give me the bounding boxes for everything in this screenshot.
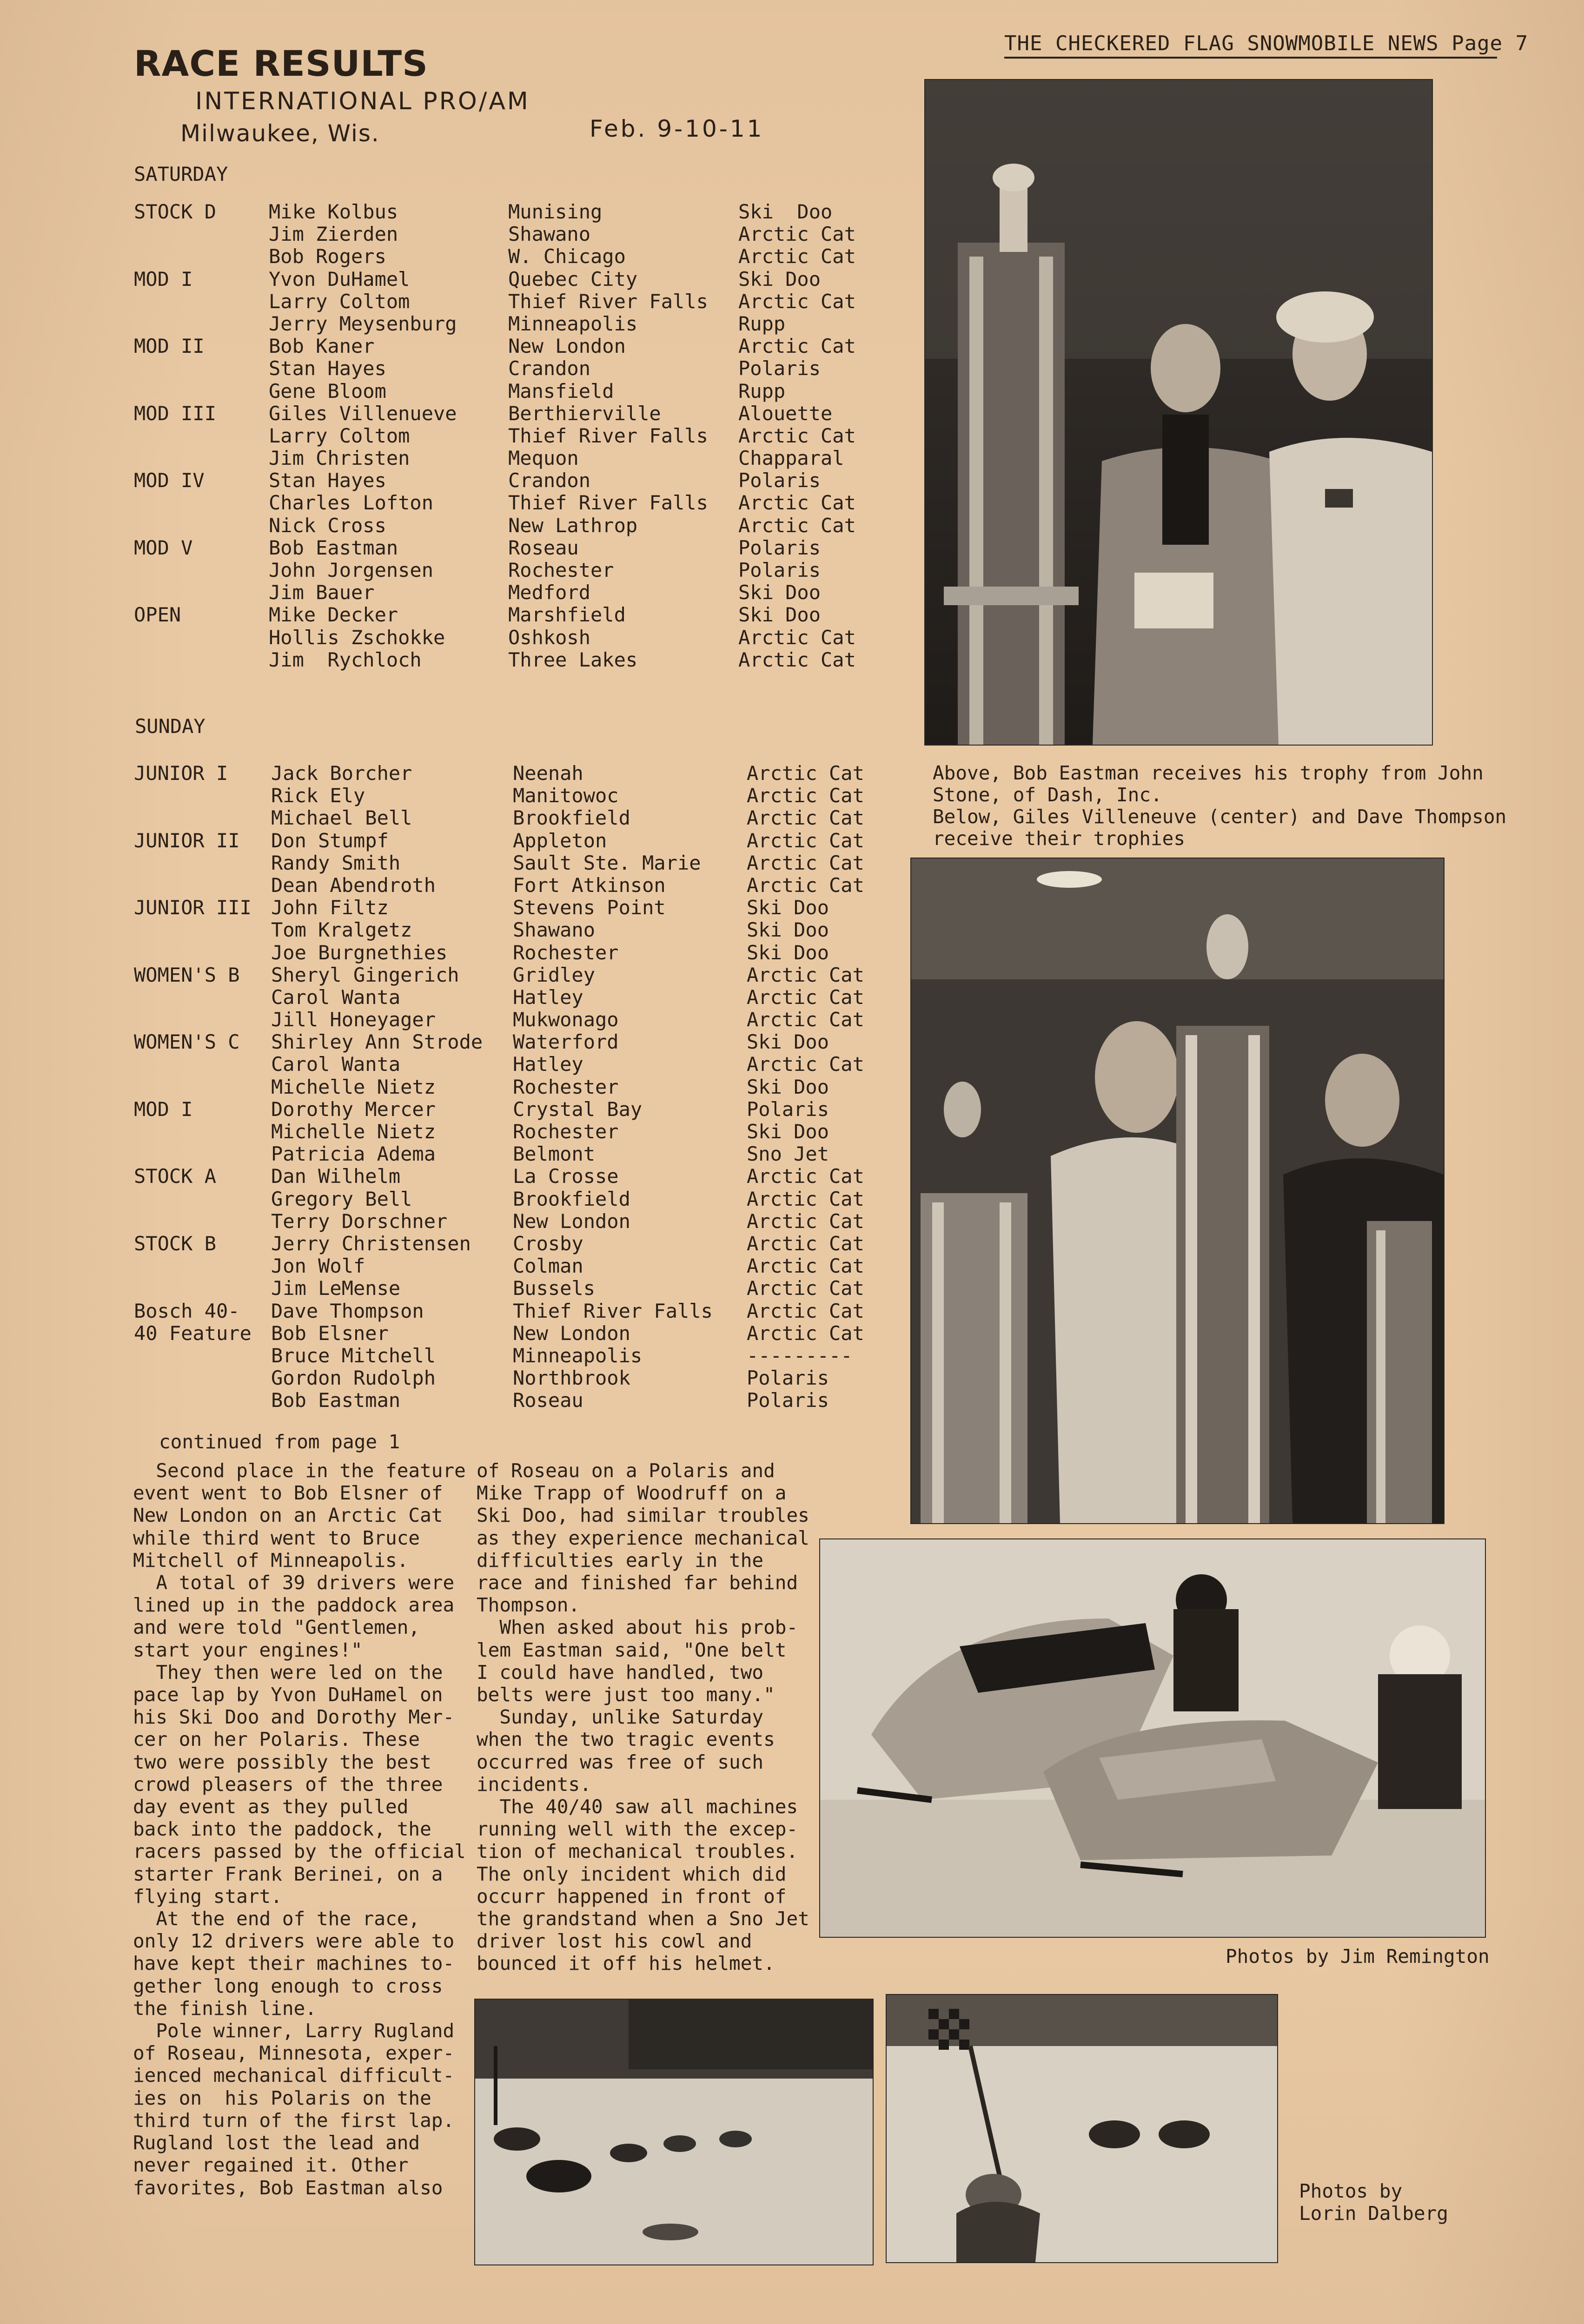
- result-row: [134, 1233, 878, 1255]
- sunday-heading: SUNDAY: [135, 715, 205, 738]
- result-city: Northbrook: [513, 1367, 630, 1390]
- result-driver: Joe Burgnethies: [271, 941, 448, 964]
- result-make: Polaris: [738, 536, 821, 559]
- result-make: Arctic Cat: [747, 1254, 864, 1278]
- result-city: Berthierville: [508, 402, 661, 425]
- result-make: Chapparal: [738, 447, 844, 470]
- result-row: [134, 357, 878, 380]
- result-row: [134, 1322, 878, 1345]
- result-class: WOMEN'S B: [134, 963, 240, 986]
- result-make: Ski Doo: [747, 918, 829, 942]
- result-city: Medford: [508, 581, 591, 604]
- result-driver: Michael Bell: [271, 806, 412, 830]
- event-place: Milwaukee, Wis.: [180, 120, 380, 147]
- sunday-results-table: [134, 762, 878, 1412]
- result-make: Sno Jet: [747, 1142, 829, 1166]
- result-row: [134, 1121, 878, 1143]
- result-make: Arctic Cat: [747, 1187, 864, 1210]
- result-city: Bussels: [513, 1277, 596, 1300]
- result-city: Waterford: [513, 1030, 619, 1054]
- result-class: STOCK D: [134, 200, 217, 223]
- result-row: [134, 919, 878, 941]
- photo-trophy-presentation: [924, 79, 1433, 746]
- result-city: Belmont: [513, 1142, 596, 1166]
- result-make: Arctic Cat: [747, 963, 864, 986]
- result-city: Munising: [508, 200, 603, 223]
- result-row: [134, 201, 878, 223]
- result-city: Mansfield: [508, 379, 614, 403]
- result-driver: Larry Coltom: [269, 424, 410, 447]
- result-class: STOCK A: [134, 1165, 217, 1188]
- photo-trophy-winners: [910, 858, 1445, 1524]
- article-column-2: of Roseau on a Polaris and Mike Trapp of Woodruff on a Ski Doo, had similar troubles as they experience mechanical difficulties early in the race and finished far behind Thompson. When asked about his prob- lem Eastman said, "One belt I could have handled, two belts were just too many." Sunday, unlike Saturday when the two tragic events occurred was free of such incidents. The 40/40 saw all machines running well with the excep- tion of mechanical troubles. The only incident which did occurr happened in front of the grandstand when a Sno Jet driver lost his cowl and bounced it off his helmet.: [477, 1459, 809, 1975]
- result-make: Ski Doo: [738, 267, 821, 290]
- result-city: Colman: [513, 1254, 583, 1278]
- result-row: [134, 852, 878, 874]
- result-class: OPEN: [134, 603, 181, 627]
- result-driver: Jill Honeyager: [271, 1008, 436, 1031]
- result-city: Fort Atkinson: [513, 873, 666, 897]
- result-make: Arctic Cat: [738, 424, 856, 447]
- result-city: Hatley: [513, 1053, 583, 1076]
- result-city: Rochester: [513, 1075, 619, 1098]
- result-driver: Bob Rogers: [269, 245, 386, 268]
- result-make: Polaris: [747, 1389, 829, 1412]
- result-class: MOD I: [134, 1097, 193, 1121]
- result-city: Thief River Falls: [508, 290, 708, 313]
- result-city: Mukwonago: [513, 1008, 619, 1031]
- result-row: [134, 1389, 878, 1412]
- result-row: [134, 290, 878, 313]
- result-row: [134, 559, 878, 581]
- result-class: MOD III: [134, 402, 217, 425]
- result-row: [134, 649, 878, 671]
- result-make: Polaris: [738, 357, 821, 380]
- result-driver: Larry Coltom: [269, 290, 410, 313]
- result-city: Thief River Falls: [513, 1299, 713, 1322]
- page-header: THE CHECKERED FLAG SNOWMOBILE NEWS Page 7: [1004, 32, 1529, 55]
- result-make: Arctic Cat: [747, 784, 864, 807]
- result-city: Marshfield: [508, 603, 626, 627]
- result-city: Sault Ste. Marie: [513, 851, 701, 874]
- photo-credit-dalberg: Photos by Lorin Dalberg: [1299, 2180, 1448, 2225]
- result-row: [134, 1143, 878, 1165]
- result-city: Roseau: [508, 536, 579, 559]
- result-city: Minneapolis: [513, 1344, 643, 1367]
- result-driver: Giles Villenueve: [269, 402, 457, 425]
- result-city: Minneapolis: [508, 312, 638, 335]
- result-city: Quebec City: [508, 267, 638, 290]
- result-make: Polaris: [738, 469, 821, 492]
- result-row: [134, 447, 878, 469]
- result-class: STOCK B: [134, 1232, 217, 1255]
- result-make: Arctic Cat: [747, 762, 864, 785]
- result-row: [134, 403, 878, 425]
- result-class: JUNIOR III: [134, 896, 252, 919]
- result-row: [134, 1098, 878, 1121]
- result-row: [134, 1165, 878, 1188]
- result-row: [134, 245, 878, 268]
- result-city: Shawano: [513, 918, 596, 942]
- result-driver: Bob Eastman: [271, 1389, 401, 1412]
- result-city: Rochester: [513, 941, 619, 964]
- result-make: Ski Doo: [738, 200, 833, 223]
- result-row: [134, 1345, 878, 1367]
- result-make: ---------: [747, 1344, 853, 1367]
- result-city: Oshkosh: [508, 626, 591, 649]
- result-driver: Bob Kaner: [269, 335, 375, 358]
- result-row: [134, 986, 878, 1009]
- result-driver: Yvon DuHamel: [269, 267, 410, 290]
- result-driver: Jim Zierden: [269, 223, 398, 246]
- result-make: Arctic Cat: [747, 1232, 864, 1255]
- result-class: MOD V: [134, 536, 193, 559]
- result-make: Arctic Cat: [738, 245, 856, 268]
- result-driver: Mike Decker: [269, 603, 398, 627]
- result-row: [134, 1210, 878, 1233]
- result-row: [134, 380, 878, 403]
- result-city: Crystal Bay: [513, 1097, 643, 1121]
- result-make: Ski Doo: [738, 603, 821, 627]
- result-make: Polaris: [747, 1097, 829, 1121]
- result-driver: Stan Hayes: [269, 469, 386, 492]
- result-driver: Jerry Christensen: [271, 1232, 471, 1255]
- page-title: RACE RESULTS: [134, 43, 428, 84]
- result-row: [134, 469, 878, 492]
- result-make: Rupp: [738, 379, 786, 403]
- result-row: [134, 874, 878, 897]
- result-driver: Carol Wanta: [271, 985, 401, 1009]
- result-row: [134, 785, 878, 807]
- result-class: JUNIOR II: [134, 829, 240, 852]
- result-driver: Shirley Ann Strode: [271, 1030, 483, 1054]
- continued-note: continued from page 1: [159, 1431, 400, 1453]
- result-city: Gridley: [513, 963, 596, 986]
- article-column-1: Second place in the feature event went to Bob Elsner of New London on an Arctic Cat while third went to Bruce Mitchell of Minneapolis. A total of 39 drivers were lined up in the paddock area and were told "Gentlemen, start your engines!" They then were led on the pace lap by Yvon DuHamel on his Ski Doo and Dorothy Mer- cer on her Polaris. These two were possibly the best crowd pleasers of the three day event as they pulled back into the paddock, the racers passed by the official starter Frank Berinei, on a flying start. At the end of the race, only 12 drivers were able to have kept their machines to- gether long enough to cross the finish line. Pole winner, Larry Rugland of Roseau, Minnesota, exper- ienced mechanical difficult- ies on his Polaris on the third turn of the first lap. Rugland lost the lead and never regained it. Other favorites, Bob Eastman also: [133, 1459, 466, 2199]
- result-class: Bosch 40-: [134, 1299, 240, 1322]
- result-row: [134, 807, 878, 829]
- result-driver: Don Stumpf: [271, 829, 389, 852]
- result-class: WOMEN'S C: [134, 1030, 240, 1054]
- result-row: [134, 581, 878, 604]
- result-city: Thief River Falls: [508, 424, 708, 447]
- result-driver: Stan Hayes: [269, 357, 386, 380]
- result-city: Appleton: [513, 829, 607, 852]
- result-make: Arctic Cat: [747, 1209, 864, 1233]
- result-class: 40 Feature: [134, 1321, 252, 1345]
- result-class: MOD I: [134, 267, 193, 290]
- result-driver: Terry Dorschner: [271, 1209, 448, 1233]
- result-make: Ski Doo: [747, 1030, 829, 1054]
- result-make: Polaris: [738, 559, 821, 581]
- result-row: [134, 964, 878, 986]
- result-city: Mequon: [508, 447, 579, 470]
- result-driver: John Jorgensen: [269, 559, 434, 581]
- result-city: Brookfield: [513, 806, 630, 830]
- result-row: [134, 942, 878, 964]
- event-name: INTERNATIONAL PRO/AM: [195, 87, 530, 115]
- result-city: Stevens Point: [513, 896, 666, 919]
- result-row: [134, 1031, 878, 1053]
- result-driver: Gordon Rudolph: [271, 1367, 436, 1390]
- saturday-results-table: [134, 201, 878, 671]
- result-row: [134, 1277, 878, 1300]
- result-make: Arctic Cat: [747, 1321, 864, 1345]
- result-row: [134, 313, 878, 335]
- result-make: Arctic Cat: [738, 223, 856, 246]
- result-make: Arctic Cat: [747, 829, 864, 852]
- result-make: Arctic Cat: [747, 985, 864, 1009]
- result-make: Ski Doo: [747, 941, 829, 964]
- result-class: JUNIOR I: [134, 762, 228, 785]
- result-city: W. Chicago: [508, 245, 626, 268]
- result-city: Shawano: [508, 223, 591, 246]
- result-driver: Patricia Adema: [271, 1142, 436, 1166]
- result-row: [134, 1188, 878, 1210]
- result-city: Crandon: [508, 357, 591, 380]
- result-driver: Randy Smith: [271, 851, 401, 874]
- result-row: [134, 762, 878, 785]
- result-driver: Bob Eastman: [269, 536, 398, 559]
- photo-caption: Above, Bob Eastman receives his trophy from John Stone, of Dash, Inc. Below, Giles Villeneuve (center) and Dave Thompson receive their trophies: [933, 762, 1507, 850]
- result-class: MOD II: [134, 335, 205, 358]
- result-driver: Sheryl Gingerich: [271, 963, 459, 986]
- result-city: Crandon: [508, 469, 591, 492]
- result-make: Arctic Cat: [747, 1008, 864, 1031]
- result-driver: John Filtz: [271, 896, 389, 919]
- result-driver: Michelle Nietz: [271, 1075, 436, 1098]
- result-city: Crosby: [513, 1232, 583, 1255]
- result-row: [134, 268, 878, 290]
- result-row: [134, 223, 878, 245]
- result-driver: Michelle Nietz: [271, 1120, 436, 1143]
- result-make: Ski Doo: [747, 1075, 829, 1098]
- result-city: New London: [513, 1209, 630, 1233]
- result-driver: Bruce Mitchell: [271, 1344, 436, 1367]
- photo-credit-remington: Photos by Jim Remington: [1226, 1945, 1490, 1967]
- result-row: [134, 830, 878, 852]
- result-city: Roseau: [513, 1389, 583, 1412]
- result-make: Ski Doo: [747, 1120, 829, 1143]
- result-make: Arctic Cat: [747, 806, 864, 830]
- result-make: Arctic Cat: [747, 1053, 864, 1076]
- result-make: Polaris: [747, 1367, 829, 1390]
- result-row: [134, 604, 878, 626]
- result-make: Arctic Cat: [747, 1277, 864, 1300]
- result-make: Rupp: [738, 312, 786, 335]
- result-driver: Rick Ely: [271, 784, 365, 807]
- result-class: MOD IV: [134, 469, 205, 492]
- result-make: Ski Doo: [747, 896, 829, 919]
- result-city: New Lathrop: [508, 514, 638, 537]
- result-city: Manitowoc: [513, 784, 619, 807]
- result-row: [134, 537, 878, 559]
- result-city: New London: [508, 335, 626, 358]
- result-driver: Gregory Bell: [271, 1187, 412, 1210]
- result-row: [134, 1255, 878, 1277]
- result-driver: Dean Abendroth: [271, 873, 436, 897]
- result-driver: Jim LeMense: [271, 1277, 401, 1300]
- result-driver: Tom Kralgetz: [271, 918, 412, 942]
- result-row: [134, 515, 878, 537]
- saturday-heading: SATURDAY: [134, 163, 228, 185]
- result-row: [134, 627, 878, 649]
- result-driver: Jim Rychloch: [269, 648, 422, 671]
- result-city: Thief River Falls: [508, 491, 708, 515]
- result-driver: Gene Bloom: [269, 379, 386, 403]
- result-city: La Crosse: [513, 1165, 619, 1188]
- header-underline: [1004, 57, 1497, 59]
- result-make: Arctic Cat: [747, 1165, 864, 1188]
- result-city: Rochester: [513, 1120, 619, 1143]
- result-row: [134, 1009, 878, 1031]
- result-row: [134, 335, 878, 357]
- result-driver: Dan Wilhelm: [271, 1165, 401, 1188]
- result-driver: Carol Wanta: [271, 1053, 401, 1076]
- result-driver: Hollis Zschokke: [269, 626, 445, 649]
- result-make: Arctic Cat: [738, 491, 856, 515]
- result-make: Arctic Cat: [738, 514, 856, 537]
- result-city: Hatley: [513, 985, 583, 1009]
- result-driver: Jerry Meysenburg: [269, 312, 457, 335]
- result-driver: Mike Kolbus: [269, 200, 398, 223]
- result-row: [134, 1076, 878, 1098]
- result-row: [134, 425, 878, 447]
- result-city: New London: [513, 1321, 630, 1345]
- result-row: [134, 1300, 878, 1322]
- result-make: Arctic Cat: [747, 873, 864, 897]
- result-make: Arctic Cat: [738, 335, 856, 358]
- result-make: Alouette: [738, 402, 833, 425]
- result-driver: Jack Borcher: [271, 762, 412, 785]
- result-driver: Charles Lofton: [269, 491, 434, 515]
- result-driver: Bob Elsner: [271, 1321, 389, 1345]
- result-make: Ski Doo: [738, 581, 821, 604]
- result-driver: Nick Cross: [269, 514, 386, 537]
- result-city: Rochester: [508, 559, 614, 581]
- result-row: [134, 492, 878, 514]
- result-make: Arctic Cat: [747, 851, 864, 874]
- result-driver: Jim Bauer: [269, 581, 375, 604]
- result-row: [134, 1367, 878, 1389]
- result-city: Three Lakes: [508, 648, 638, 671]
- result-driver: Dorothy Mercer: [271, 1097, 436, 1121]
- photo-checkered-flag: [886, 1994, 1278, 2263]
- result-make: Arctic Cat: [738, 290, 856, 313]
- result-driver: Jim Christen: [269, 447, 410, 470]
- result-make: Arctic Cat: [747, 1299, 864, 1322]
- result-city: Neenah: [513, 762, 583, 785]
- event-dates: Feb. 9-10-11: [590, 115, 764, 142]
- result-driver: Dave Thompson: [271, 1299, 424, 1322]
- result-row: [134, 897, 878, 919]
- result-row: [134, 1053, 878, 1076]
- result-driver: Jon Wolf: [271, 1254, 365, 1278]
- photo-race-course: [474, 1999, 874, 2265]
- photo-snowmobiles-racing: [819, 1538, 1486, 1938]
- result-city: Brookfield: [513, 1187, 630, 1210]
- result-make: Arctic Cat: [738, 626, 856, 649]
- result-make: Arctic Cat: [738, 648, 856, 671]
